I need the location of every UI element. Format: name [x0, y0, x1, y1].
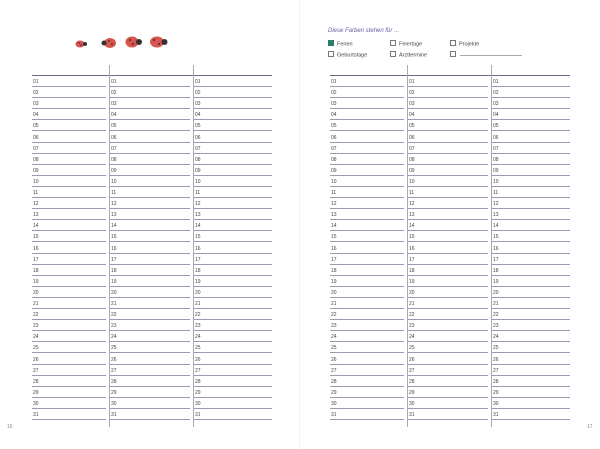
day-row: [32, 197, 272, 208]
day-grid-left: [32, 64, 272, 428]
day-number: 20: [331, 289, 337, 296]
day-number: 13: [409, 212, 415, 219]
day-row: [32, 242, 272, 253]
day-cell[interactable]: [194, 408, 272, 420]
day-number: 24: [409, 334, 415, 341]
day-row: [330, 164, 570, 175]
day-number: 16: [493, 245, 499, 252]
day-number: 02: [331, 90, 337, 97]
day-number: 02: [195, 90, 201, 97]
day-row: [32, 86, 272, 97]
day-number: 20: [111, 289, 117, 296]
day-number: 10: [111, 178, 117, 185]
day-row: [32, 397, 272, 408]
day-number: 04: [111, 112, 117, 119]
day-row: [330, 408, 570, 419]
day-row: [32, 275, 272, 286]
day-number: 27: [331, 367, 337, 374]
day-number: 11: [33, 190, 39, 196]
day-row: [32, 264, 272, 275]
day-number: 17: [195, 256, 201, 263]
day-number: 06: [409, 134, 415, 141]
legend-item-feiertage[interactable]: Feiertage: [390, 41, 422, 48]
day-number: 02: [409, 90, 415, 97]
day-number: 02: [111, 90, 117, 97]
day-number: 21: [331, 301, 337, 307]
day-number: 09: [111, 167, 117, 174]
day-number: 01: [331, 79, 337, 85]
day-number: 01: [409, 79, 415, 85]
day-number: 15: [33, 234, 39, 241]
day-number: 28: [493, 378, 499, 385]
day-cell[interactable]: [408, 408, 488, 420]
day-number: 01: [195, 79, 201, 85]
day-number: 30: [111, 400, 117, 407]
legend-item-custom[interactable]: [450, 52, 522, 59]
day-number: 26: [331, 356, 337, 363]
day-number: 07: [195, 145, 201, 152]
day-row: [330, 175, 570, 186]
day-number: 22: [33, 312, 39, 319]
day-row: [330, 341, 570, 352]
day-row: [32, 253, 272, 264]
day-number: 28: [331, 378, 337, 385]
day-row: [32, 375, 272, 386]
day-row: [330, 186, 570, 197]
day-number: 31: [111, 412, 117, 418]
day-number: 23: [195, 323, 201, 330]
day-number: 21: [409, 301, 415, 307]
day-number: 04: [195, 112, 201, 119]
day-number: 14: [493, 223, 499, 230]
day-number: 07: [111, 145, 117, 152]
day-number: 15: [409, 234, 415, 241]
day-number: 08: [111, 156, 117, 163]
day-number: 28: [409, 378, 415, 385]
day-number: 30: [331, 400, 337, 407]
ladybug-decoration: [72, 34, 172, 50]
day-number: 23: [409, 323, 415, 330]
day-number: 20: [33, 289, 39, 296]
day-cell[interactable]: [32, 408, 106, 420]
day-number: 11: [195, 190, 201, 196]
day-row: [330, 153, 570, 164]
day-grid-right: [330, 64, 570, 428]
day-number: 10: [33, 178, 39, 185]
legend-item-arzttermine[interactable]: Arzttermine: [390, 52, 427, 59]
day-number: 08: [195, 156, 201, 163]
custom-label-line[interactable]: [460, 55, 522, 56]
day-number: 28: [111, 378, 117, 385]
day-number: 08: [493, 156, 499, 163]
day-number: 15: [493, 234, 499, 241]
day-number: 05: [331, 123, 337, 130]
day-number: 17: [409, 256, 415, 263]
day-number: 03: [409, 101, 415, 108]
day-row: [32, 230, 272, 241]
day-number: 08: [33, 156, 39, 163]
day-number: 13: [111, 212, 117, 219]
day-row: [330, 264, 570, 275]
day-number: 24: [33, 334, 39, 341]
day-number: 21: [111, 301, 117, 307]
day-row: [32, 142, 272, 153]
day-number: 29: [331, 389, 337, 396]
day-number: 27: [493, 367, 499, 374]
day-number: 03: [493, 101, 499, 108]
day-number: 14: [195, 223, 201, 230]
day-number: 01: [33, 79, 39, 85]
day-number: 24: [195, 334, 201, 341]
day-number: 12: [195, 201, 201, 208]
day-row: [330, 131, 570, 142]
day-number: 12: [111, 201, 117, 208]
day-number: 18: [33, 267, 39, 274]
ladybug-icon: [150, 37, 168, 48]
day-number: 15: [331, 234, 337, 241]
day-number: 24: [493, 334, 499, 341]
day-number: 04: [331, 112, 337, 119]
day-row: [330, 86, 570, 97]
day-number: 09: [195, 167, 201, 174]
day-row: [32, 219, 272, 230]
day-number: 09: [331, 167, 337, 174]
day-row: [330, 353, 570, 364]
day-number: 11: [111, 190, 117, 196]
day-number: 04: [409, 112, 415, 119]
legend-item-geburtstage[interactable]: Geburtstage: [328, 52, 367, 59]
day-number: 06: [331, 134, 337, 141]
day-number: 09: [33, 167, 39, 174]
day-number: 23: [493, 323, 499, 330]
day-row: [330, 119, 570, 130]
day-number: 21: [493, 301, 499, 307]
day-row: [32, 341, 272, 352]
day-number: 29: [33, 389, 39, 396]
day-number: 06: [111, 134, 117, 141]
day-number: 17: [111, 256, 117, 263]
day-number: 13: [195, 212, 201, 219]
day-number: 02: [493, 90, 499, 97]
day-number: 31: [195, 412, 201, 418]
day-number: 05: [409, 123, 415, 130]
day-number: 24: [331, 334, 337, 341]
checkbox-icon[interactable]: [328, 51, 334, 57]
day-row: [32, 319, 272, 330]
legend-item-ferien[interactable]: Ferien: [328, 41, 353, 48]
day-row: [330, 286, 570, 297]
day-number: 26: [493, 356, 499, 363]
day-number: 04: [33, 112, 39, 119]
day-number: 27: [33, 367, 39, 374]
day-number: 22: [111, 312, 117, 319]
day-number: 26: [195, 356, 201, 363]
checkbox-icon[interactable]: [328, 40, 334, 46]
day-number: 20: [409, 289, 415, 296]
day-row: [330, 208, 570, 219]
day-number: 15: [111, 234, 117, 241]
day-number: 25: [33, 345, 39, 352]
day-number: 26: [409, 356, 415, 363]
day-row: [32, 153, 272, 164]
checkbox-icon[interactable]: [450, 51, 456, 57]
day-number: 12: [331, 201, 337, 208]
day-number: 31: [493, 412, 499, 418]
day-number: 27: [111, 367, 117, 374]
day-row: [32, 97, 272, 108]
day-number: 14: [331, 223, 337, 230]
day-row: [32, 297, 272, 308]
day-number: 14: [33, 223, 39, 230]
day-number: 07: [493, 145, 499, 152]
day-number: 04: [493, 112, 499, 119]
day-number: 19: [195, 278, 201, 285]
day-number: 05: [111, 123, 117, 130]
day-number: 16: [33, 245, 39, 252]
day-number: 28: [33, 378, 39, 385]
day-number: 06: [33, 134, 39, 141]
day-number: 29: [409, 389, 415, 396]
day-number: 03: [111, 101, 117, 108]
day-number: 07: [409, 145, 415, 152]
day-number: 11: [331, 190, 337, 196]
day-row: [32, 364, 272, 375]
day-number: 18: [195, 267, 201, 274]
day-number: 31: [33, 412, 39, 418]
day-row: [32, 186, 272, 197]
day-number: 16: [409, 245, 415, 252]
day-number: 01: [493, 79, 499, 85]
day-row: [32, 208, 272, 219]
day-row: [330, 297, 570, 308]
legend-item-projekte[interactable]: Projekte: [450, 41, 479, 48]
day-number: 05: [493, 123, 499, 130]
page-number: 17: [587, 424, 593, 430]
day-row: [330, 108, 570, 119]
day-row: [330, 375, 570, 386]
day-number: 10: [409, 178, 415, 185]
page-number: 16: [7, 424, 13, 430]
day-row: [330, 364, 570, 375]
day-number: 08: [409, 156, 415, 163]
day-number: 16: [195, 245, 201, 252]
day-number: 23: [111, 323, 117, 330]
day-number: 13: [33, 212, 39, 219]
day-number: 19: [111, 278, 117, 285]
day-row: [32, 308, 272, 319]
day-row: [330, 397, 570, 408]
color-legend: [328, 24, 568, 64]
day-number: 19: [33, 278, 39, 285]
day-number: 07: [33, 145, 39, 152]
day-number: 31: [331, 412, 337, 418]
ladybug-icon: [76, 41, 88, 48]
day-number: 16: [111, 245, 117, 252]
day-row: [32, 164, 272, 175]
day-number: 12: [409, 201, 415, 208]
day-number: 02: [33, 90, 39, 97]
day-number: 19: [331, 278, 337, 285]
day-number: 29: [111, 389, 117, 396]
day-number: 27: [409, 367, 415, 374]
day-number: 10: [493, 178, 499, 185]
checkbox-icon[interactable]: [390, 40, 396, 46]
day-number: 21: [195, 301, 201, 307]
day-number: 17: [493, 256, 499, 263]
day-cell[interactable]: [110, 408, 190, 420]
day-number: 03: [331, 101, 337, 108]
day-row: [32, 286, 272, 297]
day-number: 13: [493, 212, 499, 219]
day-number: 23: [331, 323, 337, 330]
day-number: 14: [409, 223, 415, 230]
day-number: 26: [111, 356, 117, 363]
day-number: 25: [111, 345, 117, 352]
ladybug-icon: [126, 37, 143, 48]
day-number: 20: [195, 289, 201, 296]
day-number: 30: [409, 400, 415, 407]
day-number: 06: [195, 134, 201, 141]
ladybug-icon: [102, 38, 117, 48]
checkbox-icon[interactable]: [390, 51, 396, 57]
day-number: 27: [195, 367, 201, 374]
day-number: 03: [195, 101, 201, 108]
day-row: [32, 175, 272, 186]
day-row: [330, 97, 570, 108]
day-row: [330, 230, 570, 241]
day-row: [32, 353, 272, 364]
checkbox-icon[interactable]: [450, 40, 456, 46]
right-page: [300, 0, 600, 449]
day-row: [32, 386, 272, 397]
day-number: 21: [33, 301, 39, 307]
day-number: 22: [331, 312, 337, 319]
day-number: 05: [33, 123, 39, 130]
day-row: [330, 219, 570, 230]
day-number: 19: [493, 278, 499, 285]
day-number: 06: [493, 134, 499, 141]
day-number: 17: [33, 256, 39, 263]
day-number: 05: [195, 123, 201, 130]
day-row: [330, 308, 570, 319]
day-number: 15: [195, 234, 201, 241]
day-number: 01: [111, 79, 117, 85]
day-number: 25: [493, 345, 499, 352]
day-number: 29: [493, 389, 499, 396]
day-row: [32, 408, 272, 419]
day-number: 18: [111, 267, 117, 274]
day-number: 08: [331, 156, 337, 163]
day-number: 25: [409, 345, 415, 352]
day-number: 09: [493, 167, 499, 174]
day-number: 30: [493, 400, 499, 407]
day-number: 18: [409, 267, 415, 274]
day-row: [32, 108, 272, 119]
day-number: 22: [409, 312, 415, 319]
day-number: 11: [409, 190, 415, 196]
day-number: 10: [195, 178, 201, 185]
day-number: 24: [111, 334, 117, 341]
day-number: 07: [331, 145, 337, 152]
day-row: [32, 330, 272, 341]
day-number: 10: [331, 178, 337, 185]
day-row: [330, 275, 570, 286]
day-row: [32, 75, 272, 86]
day-number: 30: [33, 400, 39, 407]
day-row: [330, 253, 570, 264]
day-row: [330, 319, 570, 330]
day-number: 22: [493, 312, 499, 319]
day-row: [330, 197, 570, 208]
day-number: 03: [33, 101, 39, 108]
day-row: [330, 386, 570, 397]
day-number: 31: [409, 412, 415, 418]
day-number: 09: [409, 167, 415, 174]
day-number: 20: [493, 289, 499, 296]
day-number: 13: [331, 212, 337, 219]
day-number: 25: [195, 345, 201, 352]
day-number: 18: [493, 267, 499, 274]
day-number: 30: [195, 400, 201, 407]
day-row: [330, 142, 570, 153]
legend-title: Diese Farben stehen für ...: [328, 28, 400, 34]
day-number: 14: [111, 223, 117, 230]
day-number: 17: [331, 256, 337, 263]
day-number: 19: [409, 278, 415, 285]
day-number: 25: [331, 345, 337, 352]
day-number: 28: [195, 378, 201, 385]
day-row: [330, 75, 570, 86]
day-number: 16: [331, 245, 337, 252]
day-cell[interactable]: [330, 408, 404, 420]
day-number: 18: [331, 267, 337, 274]
day-row: [32, 131, 272, 142]
day-number: 11: [493, 190, 499, 196]
day-row: [330, 242, 570, 253]
day-number: 12: [33, 201, 39, 208]
day-number: 29: [195, 389, 201, 396]
day-number: 23: [33, 323, 39, 330]
day-number: 12: [493, 201, 499, 208]
day-number: 26: [33, 356, 39, 363]
day-row: [330, 330, 570, 341]
day-number: 22: [195, 312, 201, 319]
day-cell[interactable]: [492, 408, 570, 420]
day-row: [32, 119, 272, 130]
